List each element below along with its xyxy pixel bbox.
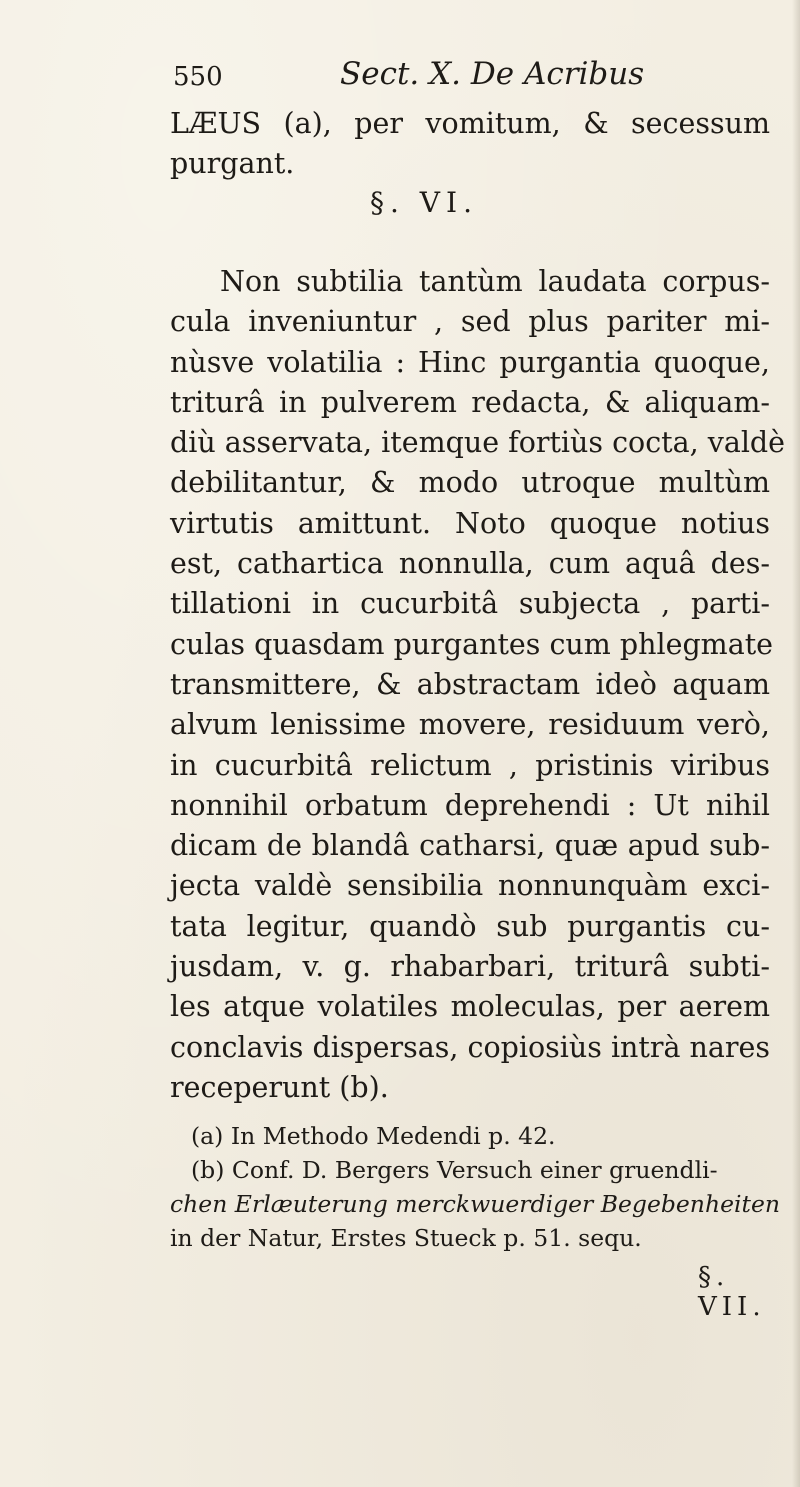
text-line: tata legitur, quandò sub purgantis cu- [170, 909, 770, 943]
text-line: nùsve volatilia : Hinc purgantia quoque, [170, 345, 770, 379]
text-line: purgant. [170, 147, 295, 181]
text-line: virtutis amittunt. Noto quoque notius [170, 506, 770, 540]
text-line: jusdam, v. g. rhabarbari, triturâ subti- [170, 950, 770, 984]
text-line: nonnihil orbatum deprehendi : Ut nihil [170, 788, 770, 822]
text-line: alvum lenissime movere, residuum verò, [170, 708, 770, 742]
footnote-a: (a) In Methodo Medendi p. 42. [191, 1122, 556, 1150]
footnote-b: (b) Conf. D. Bergers Versuch einer gruendli- [191, 1156, 718, 1184]
text-line: transmittere, & abstractam ideò aquam [170, 667, 770, 701]
text-line: in cucurbitâ relictum , pristinis viribus [170, 748, 770, 782]
text-line: est, cathartica nonnulla, cum aquâ des- [170, 547, 770, 581]
text-line: Non subtilia tantùm laudata corpus- [220, 265, 770, 298]
text-line: triturâ in pulverem redacta, & aliquam- [170, 385, 770, 419]
text-line: receperunt (b). [170, 1070, 389, 1104]
text-line: dicam de blandâ catharsi, quæ apud sub- [170, 829, 770, 863]
page-header [173, 56, 773, 96]
main-paragraph [170, 262, 786, 1108]
text-line: debilitantur, & modo utroque multùm [170, 466, 770, 500]
footnote-b-continued: chen Erlæuterung merckwuerdiger Begebenheiten [170, 1190, 780, 1218]
text-line: les atque volatiles moleculas, per aerem [170, 990, 770, 1024]
catchword: §. VII. [698, 1262, 766, 1322]
continued-text [170, 104, 770, 185]
text-line: cula inveniuntur , sed plus pariter mi- [170, 305, 770, 339]
text-line: culas quasdam purgantes cum phlegmate [170, 627, 774, 661]
text-line: LÆUS (a), per vomitum, & secessum [170, 107, 770, 140]
text-line: diù asservata, itemque fortiùs cocta, valdè [170, 426, 786, 460]
section-heading: §. VI. [370, 186, 478, 219]
running-head: Sect. X. De Acribus [340, 56, 645, 92]
text-line: conclavis dispersas, copiosiùs intrà nares [170, 1030, 771, 1064]
text-line: tillationi in cucurbitâ subjecta , parti- [170, 587, 770, 621]
text-line: jecta valdè sensibilia nonnunquàm exci- [170, 869, 770, 903]
footnote-b-continued: in der Natur, Erstes Stueck p. 51. sequ. [170, 1224, 642, 1252]
page-number: 550 [173, 62, 223, 92]
footnotes [170, 1119, 780, 1255]
